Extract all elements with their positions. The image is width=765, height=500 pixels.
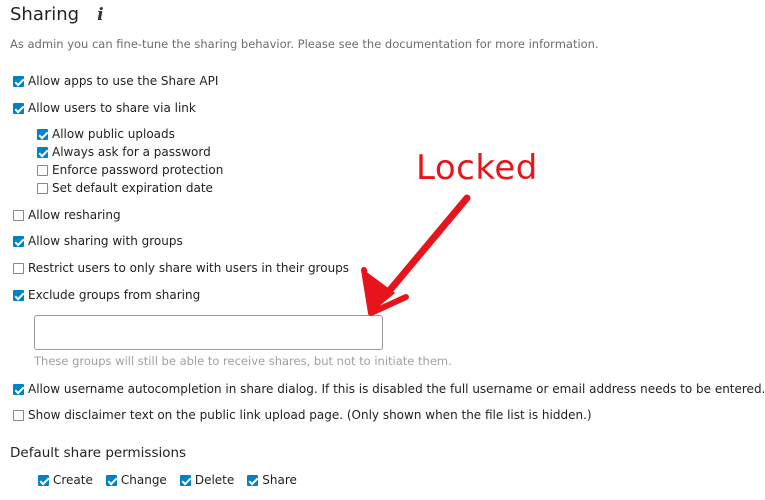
option-allow-public-uploads-label: Allow public uploads (52, 127, 175, 141)
option-exclude-groups-label: Exclude groups from sharing (28, 288, 201, 302)
option-allow-resharing-label: Allow resharing (28, 208, 121, 222)
option-enforce-password-label: Enforce password protection (52, 163, 224, 177)
option-default-expiration-label: Set default expiration date (52, 181, 213, 195)
section-description: As admin you can fine-tune the sharing behavior. Please see the documentation for more information. (10, 37, 599, 51)
option-allow-share-api-label: Allow apps to use the Share API (28, 74, 219, 88)
option-restrict-to-groups-label: Restrict users to only share with users in their groups (28, 261, 350, 275)
locked-annotation: Locked (416, 148, 538, 188)
info-icon[interactable]: i (97, 4, 104, 25)
default-permissions-heading: Default share permissions (10, 445, 187, 461)
permission-create-label: Create (53, 473, 93, 487)
permission-delete-label: Delete (194, 473, 235, 487)
option-allow-group-sharing-label: Allow sharing with groups (28, 234, 183, 248)
option-allow-links-label: Allow users to share via link (28, 101, 196, 115)
option-autocompletion-label: Allow username autocompletion in share dialog. If this is disabled the full username or email address needs to be entered. (28, 382, 765, 396)
option-disclaimer-label: Show disclaimer text on the public link upload page. (Only shown when the file list is hidden.) (28, 408, 592, 422)
permission-change-label: Change (120, 473, 167, 487)
permission-share-label: Share (262, 473, 297, 487)
section-title-text: Sharing (10, 4, 80, 25)
excluded-groups-hint: These groups will still be able to receive shares, but not to initiate them. (34, 354, 452, 368)
option-ask-password-label: Always ask for a password (52, 145, 211, 159)
